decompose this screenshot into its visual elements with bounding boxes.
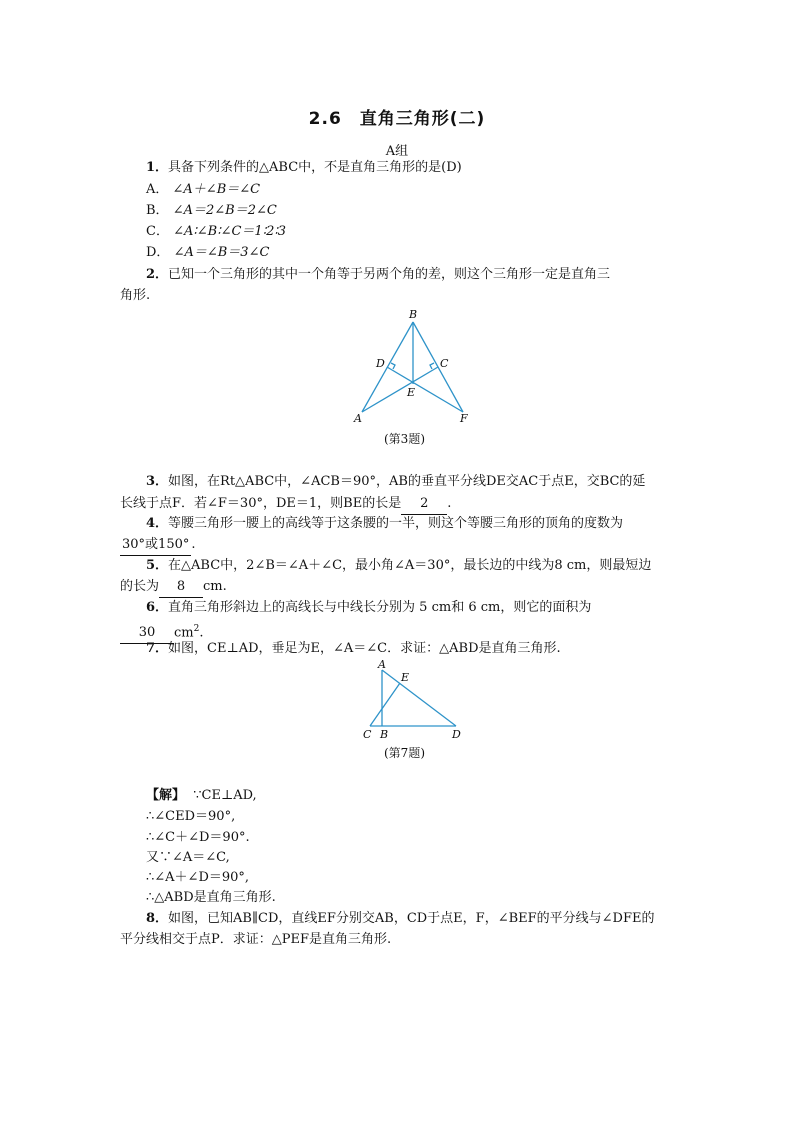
answer-blank: 30 — [120, 623, 174, 644]
answer-blank: 30°或150° — [120, 535, 191, 556]
right-angle-mark-d — [391, 363, 395, 369]
label-d: D — [452, 728, 461, 741]
question-1-option-d: D． ∠A＝∠B＝3∠C — [146, 245, 270, 260]
question-1-option-b: B． ∠A＝2∠B＝2∠C — [146, 203, 277, 218]
label-d: D — [376, 357, 385, 370]
solution-line-3: ∴∠C＋∠D＝90°. — [146, 830, 250, 845]
question-2-line-1: 2．已知一个三角形的其中一个角等于另两个角的差，则这个三角形一定是直角三 — [146, 267, 611, 282]
figure-3-diagram — [350, 306, 480, 426]
segment-ac — [362, 367, 438, 412]
question-1-stem: 1．具备下列条件的△ABC中，不是直角三角形的是(D) — [146, 160, 462, 175]
solution-line-1: 【解】 ∵CE⊥AD, — [146, 788, 257, 803]
question-6-line-2: 30 $cm^2$. — [120, 619, 680, 644]
answer-blank: 2 — [401, 494, 447, 515]
figure-7-caption: (第7题) — [384, 746, 425, 760]
solution-line-5: ∴∠A＋∠D＝90°, — [146, 870, 250, 885]
solution-heading: 【解】 — [146, 788, 186, 803]
question-5-line-1: 5．在△ABC中，2∠B＝∠A＋∠C，最小角∠A＝30°，最长边的中线为8 cm，则最短边 — [146, 558, 652, 573]
question-3-line-2: 长线于点F．若∠F＝30°，DE＝1，则BE的长是 2 . — [120, 494, 680, 515]
label-a: A — [354, 412, 362, 425]
solution-line-6: ∴△ABD是直角三角形. — [146, 890, 276, 905]
question-3-line-1: 3．如图，在Rt△ABC中，∠ACB＝90°，AB的垂直平分线DE交AC于点E，交BC的延 — [146, 474, 646, 489]
right-angle-mark-c — [430, 363, 434, 369]
question-7-line-1: 7．如图，CE⊥AD，垂足为E，∠A＝∠C．求证：△ABD是直角三角形. — [146, 641, 561, 656]
question-1-option-a: A． ∠A＋∠B＝∠C — [146, 182, 261, 197]
segment-ce — [370, 683, 400, 726]
label-b: B — [409, 308, 418, 321]
page-title: 2.6 直角三角形(二) — [308, 109, 486, 129]
label-c: C — [363, 728, 372, 741]
label-e: E — [407, 386, 416, 399]
figure-3-caption: (第3题) — [384, 432, 425, 446]
label-c: C — [440, 357, 449, 370]
label-f: F — [460, 412, 468, 425]
label-a: A — [378, 658, 386, 671]
question-2-line-2: 角形. — [120, 288, 151, 303]
question-5-line-2: 的长为 8 cm. — [120, 577, 680, 598]
question-8-line-1: 8．如图，已知AB∥CD，直线EF分别交AB，CD于点E，F，∠BEF的平分线与∠DFE的 — [146, 911, 655, 926]
label-e: E — [401, 671, 410, 684]
answer-blank: 8 — [159, 577, 203, 598]
label-b: B — [380, 728, 389, 741]
figure-7-diagram — [360, 658, 470, 742]
solution-line-4: 又∵∠A＝∠C, — [146, 850, 230, 865]
question-4-line-1: 4．等腰三角形一腰上的高线等于这条腰的一半，则这个等腰三角形的顶角的度数为 — [146, 516, 624, 531]
question-1-option-c: C． ∠A∶∠B∶∠C＝1∶2∶3 — [146, 224, 287, 239]
segment-df — [387, 367, 463, 412]
question-6-line-1: 6．直角三角形斜边上的高线长与中线长分别为 5 cm和 6 cm，则它的面积为 — [146, 600, 592, 615]
question-4-line-2: 30°或150° . — [120, 535, 680, 556]
solution-line-2: ∴∠CED＝90°, — [146, 809, 236, 824]
group-label: A组 — [385, 144, 409, 159]
question-8-line-2: 平分线相交于点P．求证：△PEF是直角三角形. — [120, 932, 392, 947]
segment-ad — [382, 670, 456, 726]
